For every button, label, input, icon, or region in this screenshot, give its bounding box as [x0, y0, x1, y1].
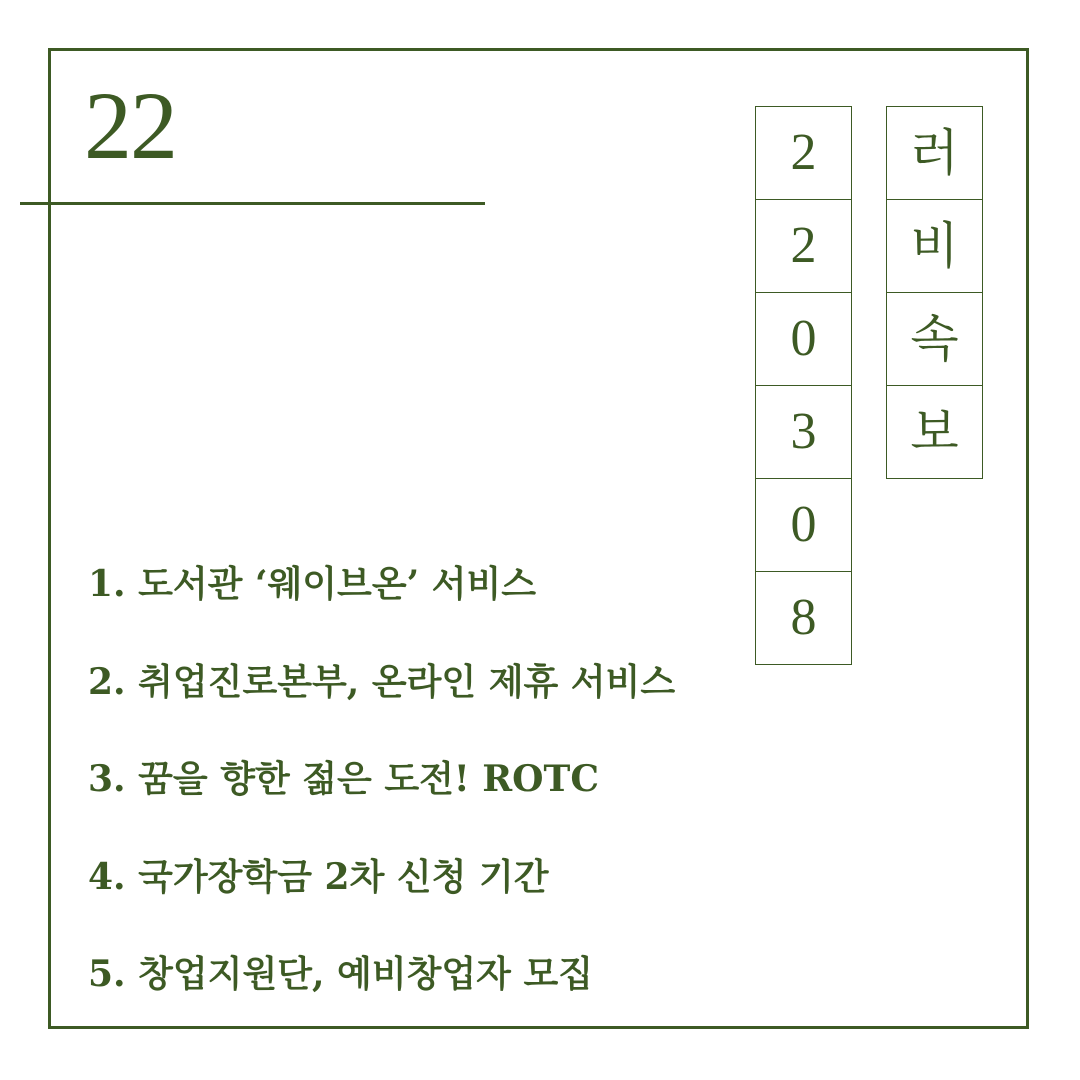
title-char-cell: 러: [886, 106, 983, 200]
date-digit-cell: 8: [755, 571, 852, 665]
date-digit-cell: 2: [755, 106, 852, 200]
date-digit-cell: 0: [755, 292, 852, 386]
issue-number: 22: [84, 72, 176, 179]
title-char-cell: 속: [886, 292, 983, 386]
date-digit-column: [755, 106, 852, 665]
date-digit-cell: 3: [755, 385, 852, 479]
title-char-cell: 비: [886, 199, 983, 293]
title-char-cell: 보: [886, 385, 983, 479]
news-item-library: 1. 도서관 ‘웨이브온’ 서비스: [88, 563, 537, 605]
date-digit-cell: 2: [755, 199, 852, 293]
news-item-scholarship: 4. 국가장학금 2차 신청 기간: [88, 855, 549, 898]
news-item-startup: 5. 창업지원단, 예비창업자 모집: [88, 953, 594, 995]
title-char-column: [886, 106, 983, 479]
news-item-rotc: 3. 꿈을 향한 젊은 도전! ROTC: [88, 758, 599, 800]
news-item-career: 2. 취업진로본부, 온라인 제휴 서비스: [88, 660, 676, 703]
news-list: [88, 556, 675, 1044]
date-digit-cell: 0: [755, 478, 852, 572]
header-divider: [20, 202, 485, 205]
